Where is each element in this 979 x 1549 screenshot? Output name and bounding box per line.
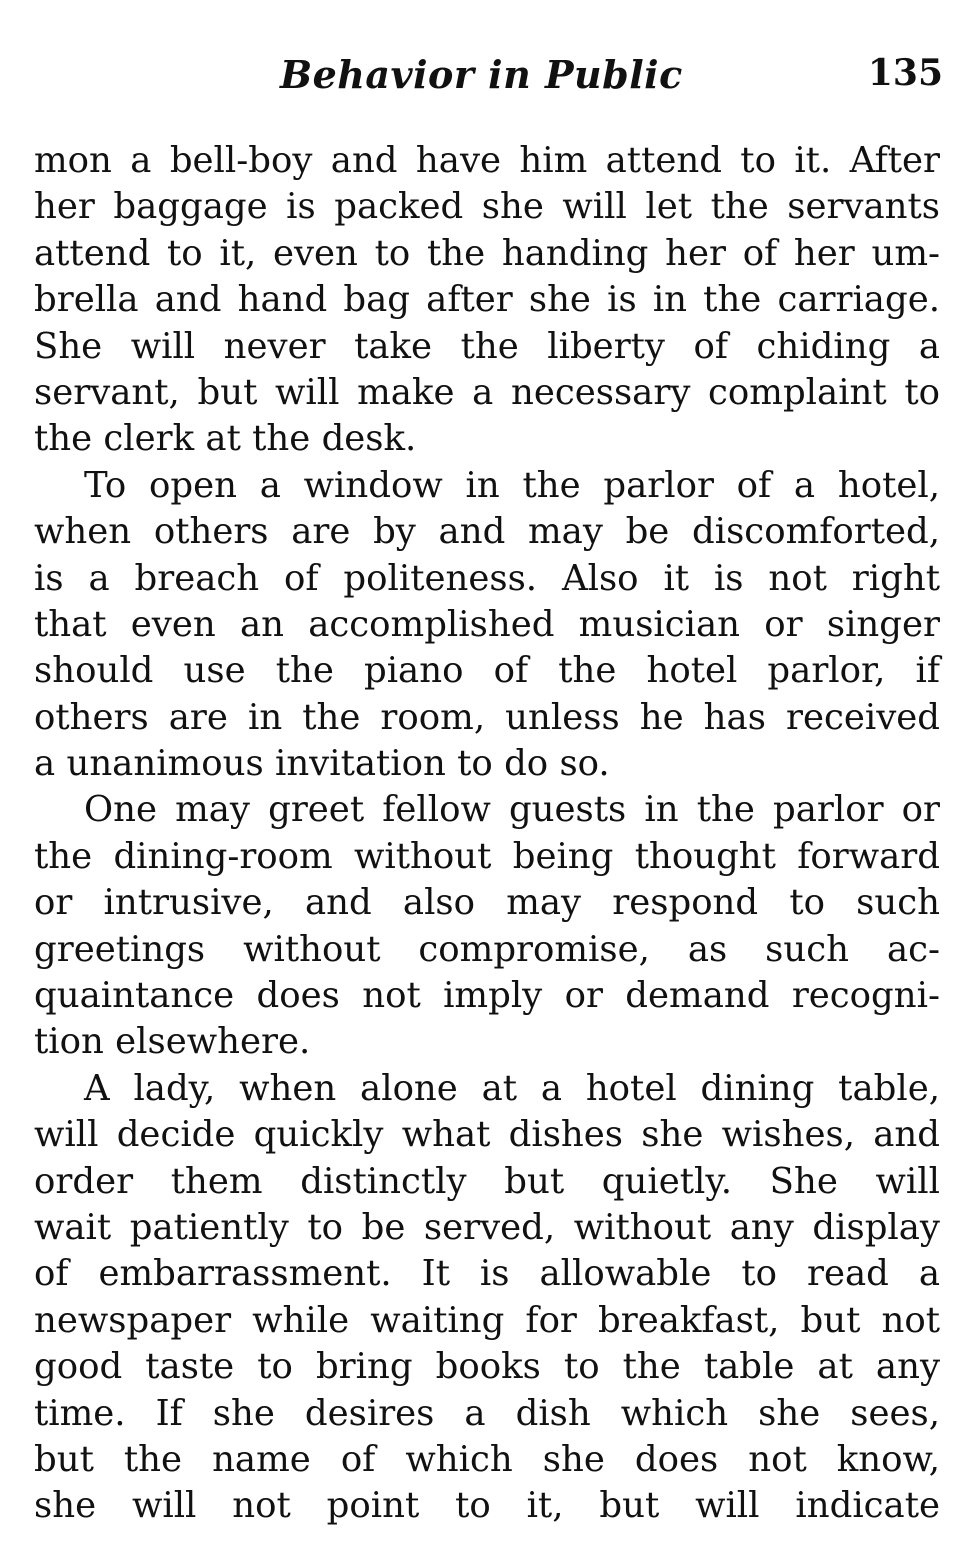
- text-line: attend to it, even to the handing her of her um-: [34, 232, 940, 274]
- text-line: wait patiently to be served, without any display: [34, 1206, 940, 1248]
- text-line: a unanimous invitation to do so.: [34, 743, 610, 785]
- running-head-title: Behavior in Public: [280, 52, 683, 97]
- text-line: One may greet fellow guests in the parlor or: [84, 789, 940, 831]
- text-line: brella and hand bag after she is in the carriage.: [34, 279, 940, 321]
- text-line: others are in the room, unless he has received: [34, 696, 940, 738]
- text-line: greetings without compromise, as such ac-: [34, 928, 940, 970]
- text-line: A lady, when alone at a hotel dining table,: [84, 1067, 940, 1109]
- text-line: she will not point to it, but will indicate: [34, 1485, 940, 1527]
- text-line: quaintance does not imply or demand recogni-: [34, 975, 940, 1017]
- text-line: To open a window in the parlor of a hotel,: [84, 464, 940, 506]
- text-line: the dining-room without being thought forward: [34, 835, 940, 877]
- text-line: should use the piano of the hotel parlor, if: [34, 650, 940, 692]
- body-text: [34, 138, 940, 1530]
- text-line: She will never take the liberty of chiding a: [34, 325, 940, 367]
- text-line: when others are by and may be discomforted,: [34, 511, 940, 553]
- running-head: [0, 52, 979, 112]
- text-line: is a breach of politeness. Also it is not right: [34, 557, 940, 599]
- text-line: newspaper while waiting for breakfast, but not: [34, 1299, 940, 1341]
- text-line: time. If she desires a dish which she sees,: [34, 1392, 940, 1434]
- text-line: good taste to bring books to the table at any: [34, 1346, 940, 1388]
- text-line: the clerk at the desk.: [34, 418, 417, 460]
- text-line: but the name of which she does not know,: [34, 1438, 940, 1480]
- text-line: her baggage is packed she will let the servants: [34, 186, 940, 228]
- text-line: will decide quickly what dishes she wishes, and: [34, 1114, 940, 1156]
- text-line: that even an accomplished musician or singer: [34, 603, 940, 645]
- text-line: servant, but will make a necessary complaint to: [34, 371, 940, 413]
- text-line: tion elsewhere.: [34, 1021, 311, 1063]
- text-line: of embarrassment. It is allowable to read a: [34, 1253, 940, 1295]
- page-number: 135: [867, 52, 943, 94]
- text-line: mon a bell-boy and have him attend to it. After: [34, 140, 940, 181]
- text-line: order them distinctly but quietly. She will: [34, 1160, 940, 1202]
- text-line: or intrusive, and also may respond to such: [34, 882, 940, 924]
